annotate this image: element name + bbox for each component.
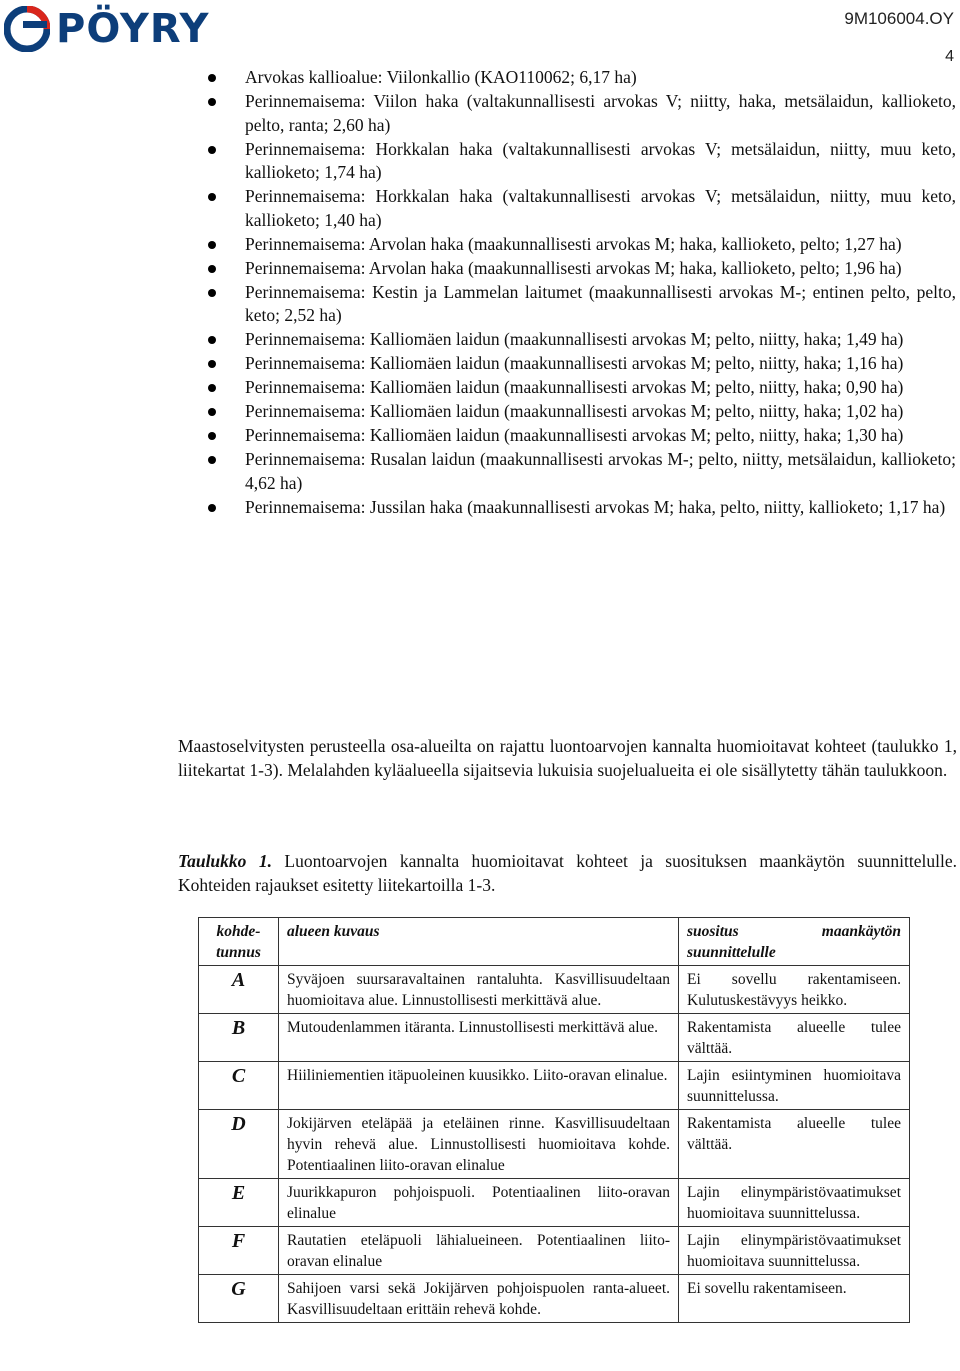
header-recommendation: suositus maankäytön suunnittelulle xyxy=(679,918,910,966)
list-item-text: Perinnemaisema: Kalliomäen laidun (maakunnallisesti arvokas M; pelto, niitty, haka; 1,02 ha) xyxy=(245,401,904,421)
cell-id: G xyxy=(199,1275,279,1323)
cell-id: B xyxy=(199,1014,279,1062)
list-item xyxy=(0,496,958,520)
list-item xyxy=(0,448,958,495)
list-item-text: Perinnemaisema: Kalliomäen laidun (maakunnallisesti arvokas M; pelto, niitty, haka; 1,49 ha) xyxy=(245,329,904,349)
list-item-text: Perinnemaisema: Arvolan haka (maakunnallisesti arvokas M; haka, kallioketo, pelto; 1,27 ha) xyxy=(245,233,902,254)
table-row xyxy=(199,1179,910,1227)
logo-wordmark: PÖYRY xyxy=(56,6,210,52)
bullet-list xyxy=(0,66,958,520)
list-item xyxy=(0,400,958,424)
cell-description: Mutoudenlammen itäranta. Linnustollisesti merkittävä alue. xyxy=(279,1014,679,1062)
cell-description: Rautatien eteläpuoli lähialueineen. Potentiaalinen liito-oravan elinalue xyxy=(279,1227,679,1275)
cell-id: F xyxy=(199,1227,279,1275)
cell-recommendation: Ei sovellu rakentamiseen. Kulutuskestävyys heikko. xyxy=(679,966,910,1014)
cell-recommendation: Lajin elinympäristövaatimukset huomioitava suunnittelussa. xyxy=(679,1227,910,1275)
table-row xyxy=(199,1227,910,1275)
cell-description: Syväjoen suursaravaltainen rantaluhta. Kasvillisuudeltaan huomioitava alue. Linnustollisesti merkittävä alue. xyxy=(279,966,679,1014)
list-item-text: Perinnemaisema: Kalliomäen laidun (maakunnallisesti arvokas M; pelto, niitty, haka; 1,16 ha) xyxy=(245,353,904,373)
table-row xyxy=(199,1275,910,1323)
table-row xyxy=(199,1014,910,1062)
cell-recommendation: Ei sovellu rakentamiseen. xyxy=(679,1275,910,1323)
list-item-text: Perinnemaisema: Kestin ja Lammelan laitumet (maakunnallisesti arvokas M-; entinen pelto, pelto, keto; 2,52 ha) xyxy=(245,281,956,325)
list-item-text: Arvokas kallioalue: Viilonkallio (KAO110062; 6,17 ha) xyxy=(245,67,637,87)
list-item-text: Perinnemaisema: Arvolan haka (maakunnallisesti arvokas M; haka, kallioketo, pelto; 1,96 ha) xyxy=(245,257,902,278)
list-item-text: Perinnemaisema: Kalliomäen laidun (maakunnallisesti arvokas M; pelto, niitty, haka; 1,30 ha) xyxy=(245,425,904,445)
body-paragraph: Maastoselvitysten perusteella osa-alueilta on rajattu luontoarvojen kannalta huomioitavat kohteet (taulukko 1, liitekartat 1-3). Melalahden kyläalueella sijaitsevia lukuisia suojelualueita ei ole sisällytetty tähän taulukkoon. xyxy=(178,736,957,780)
cell-description: Sahijoen varsi sekä Jokijärven pohjoispuolen ranta-alueet. Kasvillisuudeltaan erittäin rehevä kohde. xyxy=(279,1275,679,1323)
bullet-icon xyxy=(208,74,216,82)
bullet-icon xyxy=(208,408,216,416)
recommendations-table xyxy=(198,917,910,1323)
list-item xyxy=(0,90,958,137)
list-item xyxy=(0,66,958,90)
bullet-icon xyxy=(208,384,216,392)
list-item xyxy=(0,352,958,376)
cell-recommendation: Lajin esiintyminen huomioitava suunnittelussa. xyxy=(679,1062,910,1110)
list-item-text: Perinnemaisema: Jussilan haka (maakunnallisesti arvokas M; haka, pelto, niitty, kallioketo; 1,17 ha) xyxy=(245,496,946,517)
table-caption xyxy=(178,850,957,897)
cell-description: Jokijärven eteläpää ja eteläinen rinne. Kasvillisuudeltaan hyvin rehevä alue. Linnustollisesti huomioitava kohde. Potentiaalinen liito-oravan elinalue xyxy=(279,1110,679,1179)
cell-description: Hiiliniementien itäpuoleinen kuusikko. Liito-oravan elinalue. xyxy=(279,1062,679,1110)
page-number: 4 xyxy=(945,48,954,65)
table-row xyxy=(199,1110,910,1179)
list-item xyxy=(0,138,958,185)
poyry-emblem-icon xyxy=(4,6,50,52)
header-description: alueen kuvaus xyxy=(279,918,679,966)
list-item xyxy=(0,233,958,257)
cell-id: C xyxy=(199,1062,279,1110)
list-item xyxy=(0,376,958,400)
bullet-icon xyxy=(208,432,216,440)
list-item-text: Perinnemaisema: Rusalan laidun (maakunnallisesti arvokas M-; pelto, niitty, metsälaidun, kallioketo; 4,62 ha) xyxy=(245,449,956,493)
bullet-icon xyxy=(208,265,216,273)
document-id: 9M106004.OY xyxy=(844,9,954,28)
bullet-icon xyxy=(208,289,216,297)
bullet-icon xyxy=(208,193,216,201)
list-item xyxy=(0,257,958,281)
table-header-row xyxy=(199,918,910,966)
cell-recommendation: Rakentamista alueelle tulee välttää. xyxy=(679,1014,910,1062)
cell-description: Juurikkapuron pohjoispuoli. Potentiaalinen liito-oravan elinalue xyxy=(279,1179,679,1227)
list-item xyxy=(0,424,958,448)
table-row xyxy=(199,1062,910,1110)
bullet-icon xyxy=(208,504,216,512)
list-item-text: Perinnemaisema: Kalliomäen laidun (maakunnallisesti arvokas M; pelto, niitty, haka; 0,90 ha) xyxy=(245,377,904,397)
bullet-icon xyxy=(208,456,216,464)
table-caption-text: Luontoarvojen kannalta huomioitavat kohteet ja suosituksen maankäytön suunnittelulle. Kohteiden rajaukset esitetty liitekartoilla 1-3. xyxy=(178,851,957,895)
table-row xyxy=(199,966,910,1014)
list-item-text: Perinnemaisema: Horkkalan haka (valtakunnallisesti arvokas V; metsälaidun, niitty, muu keto, kallioketo; 1,40 ha) xyxy=(245,186,956,230)
cell-id: E xyxy=(199,1179,279,1227)
header-id: kohde-tunnus xyxy=(199,918,279,966)
table-caption-label: Taulukko 1. xyxy=(178,851,272,871)
list-item-text: Perinnemaisema: Viilon haka (valtakunnallisesti arvokas V; niitty, haka, metsälaidun, kallioketo, pelto, ranta; 2,60 ha) xyxy=(245,91,956,135)
cell-recommendation: Rakentamista alueelle tulee välttää. xyxy=(679,1110,910,1179)
bullet-icon xyxy=(208,336,216,344)
company-logo xyxy=(4,4,209,54)
bullet-icon xyxy=(208,98,216,106)
list-item xyxy=(0,281,958,328)
bullet-icon xyxy=(208,360,216,368)
cell-id: D xyxy=(199,1110,279,1179)
bullet-icon xyxy=(208,146,216,154)
cell-recommendation: Lajin elinympäristövaatimukset huomioitava suunnittelussa. xyxy=(679,1179,910,1227)
bullet-icon xyxy=(208,241,216,249)
list-item xyxy=(0,328,958,352)
list-item xyxy=(0,185,958,232)
list-item-text: Perinnemaisema: Horkkalan haka (valtakunnallisesti arvokas V; metsälaidun, niitty, muu keto, kallioketo; 1,74 ha) xyxy=(245,138,956,182)
cell-id: A xyxy=(199,966,279,1014)
